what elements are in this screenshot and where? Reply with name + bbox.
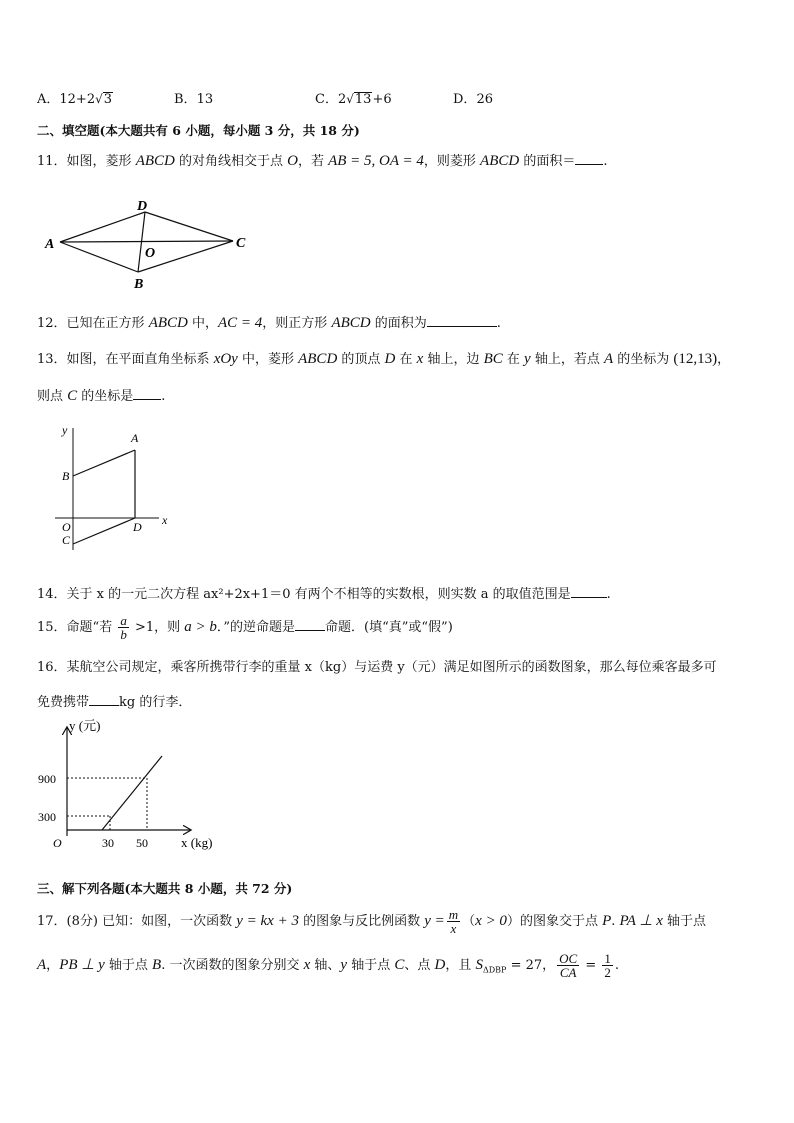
question-17-line2: A，PB ⊥ y 轴于点 B. 一次函数的图象分别交 x 轴、y 轴于点 C、点 D，且 $S_{\Delta DBP} = 27$， $\frac{OC}{CA}$ = $\frac{1}{2}$ . (37, 951, 620, 980)
point-d-label: D (133, 520, 142, 534)
section-3-title: 三、解下列各题(本大题共 8 小题，共 72 分) (37, 881, 293, 896)
choice-c: C．2√13+6 (315, 92, 392, 107)
question-16-line2: 免费携带 kg 的行李． (37, 695, 192, 710)
axis-y-label: y (62, 423, 68, 437)
x-axis-label: x (kg) (181, 835, 213, 850)
question-13-line2: 则点 C 的坐标是 . (37, 388, 166, 404)
origin-label: O (53, 836, 62, 850)
point-b-label: B (62, 469, 70, 483)
label-c: C (236, 236, 246, 251)
point-a-label: A (131, 431, 139, 445)
axis-x-label: x (162, 513, 168, 527)
label-b: B (134, 277, 144, 292)
rhombus-figure (40, 196, 260, 292)
question-11: 11．如图，菱形 ABCD 的对角线相交于点 O，若 AB = 5, OA = 4，则菱形 ABCD 的面积＝ . (37, 153, 608, 169)
point-c-label: C (62, 533, 71, 547)
label-a: A (45, 237, 55, 252)
origin-label: O (62, 520, 71, 534)
question-13: 13．如图，在平面直角坐标系 xOy 中，菱形 ABCD 的顶点 D 在 x 轴上，边 BC 在 y 轴上，若点 A 的坐标为 (12,13)， (37, 351, 731, 367)
question-15: 15．命题“若 $\frac{a}{b}$ >1，则 a > b．”的逆命题是 命题．(填“真”或“假”) (37, 613, 453, 642)
label-o: O (145, 246, 156, 261)
choice-a: A．12+2√3 (37, 92, 113, 107)
question-17: 17．(8分) 已知：如图，一次函数 y = kx + 3 的图象与反比例函数 y = $\frac{m}{x}$ （x > 0）的图象交于点 P. PA ⊥ x 轴于点 (37, 907, 707, 936)
tick-30: 30 (102, 836, 114, 850)
question-16: 16．某航空公司规定，乘客所携带行李的重量 x（kg）与运费 y（元）满足如图所示的函数图象，那么每位乘客最多可 (37, 660, 717, 675)
y-axis-label: y (元) (69, 718, 101, 733)
tick-300: 300 (38, 810, 56, 824)
question-12: 12．已知在正方形 ABCD 中，AC = 4，则正方形 ABCD 的面积为 . (37, 315, 501, 331)
label-d: D (137, 199, 148, 214)
tick-50: 50 (136, 836, 148, 850)
choice-b: B．13 (174, 92, 214, 107)
question-14: 14．关于 x 的一元二次方程 ax²+2x+1＝0 有两个不相等的实数根，则实数 a 的取值范围是 . (37, 587, 611, 602)
luggage-fee-graph (35, 716, 220, 856)
section-2-title: 二、填空题(本大题共有 6 小题，每小题 3 分，共 18 分) (37, 123, 360, 138)
coordinate-figure (55, 420, 180, 560)
choice-d: D．26 (453, 92, 493, 107)
tick-900: 900 (38, 772, 56, 786)
